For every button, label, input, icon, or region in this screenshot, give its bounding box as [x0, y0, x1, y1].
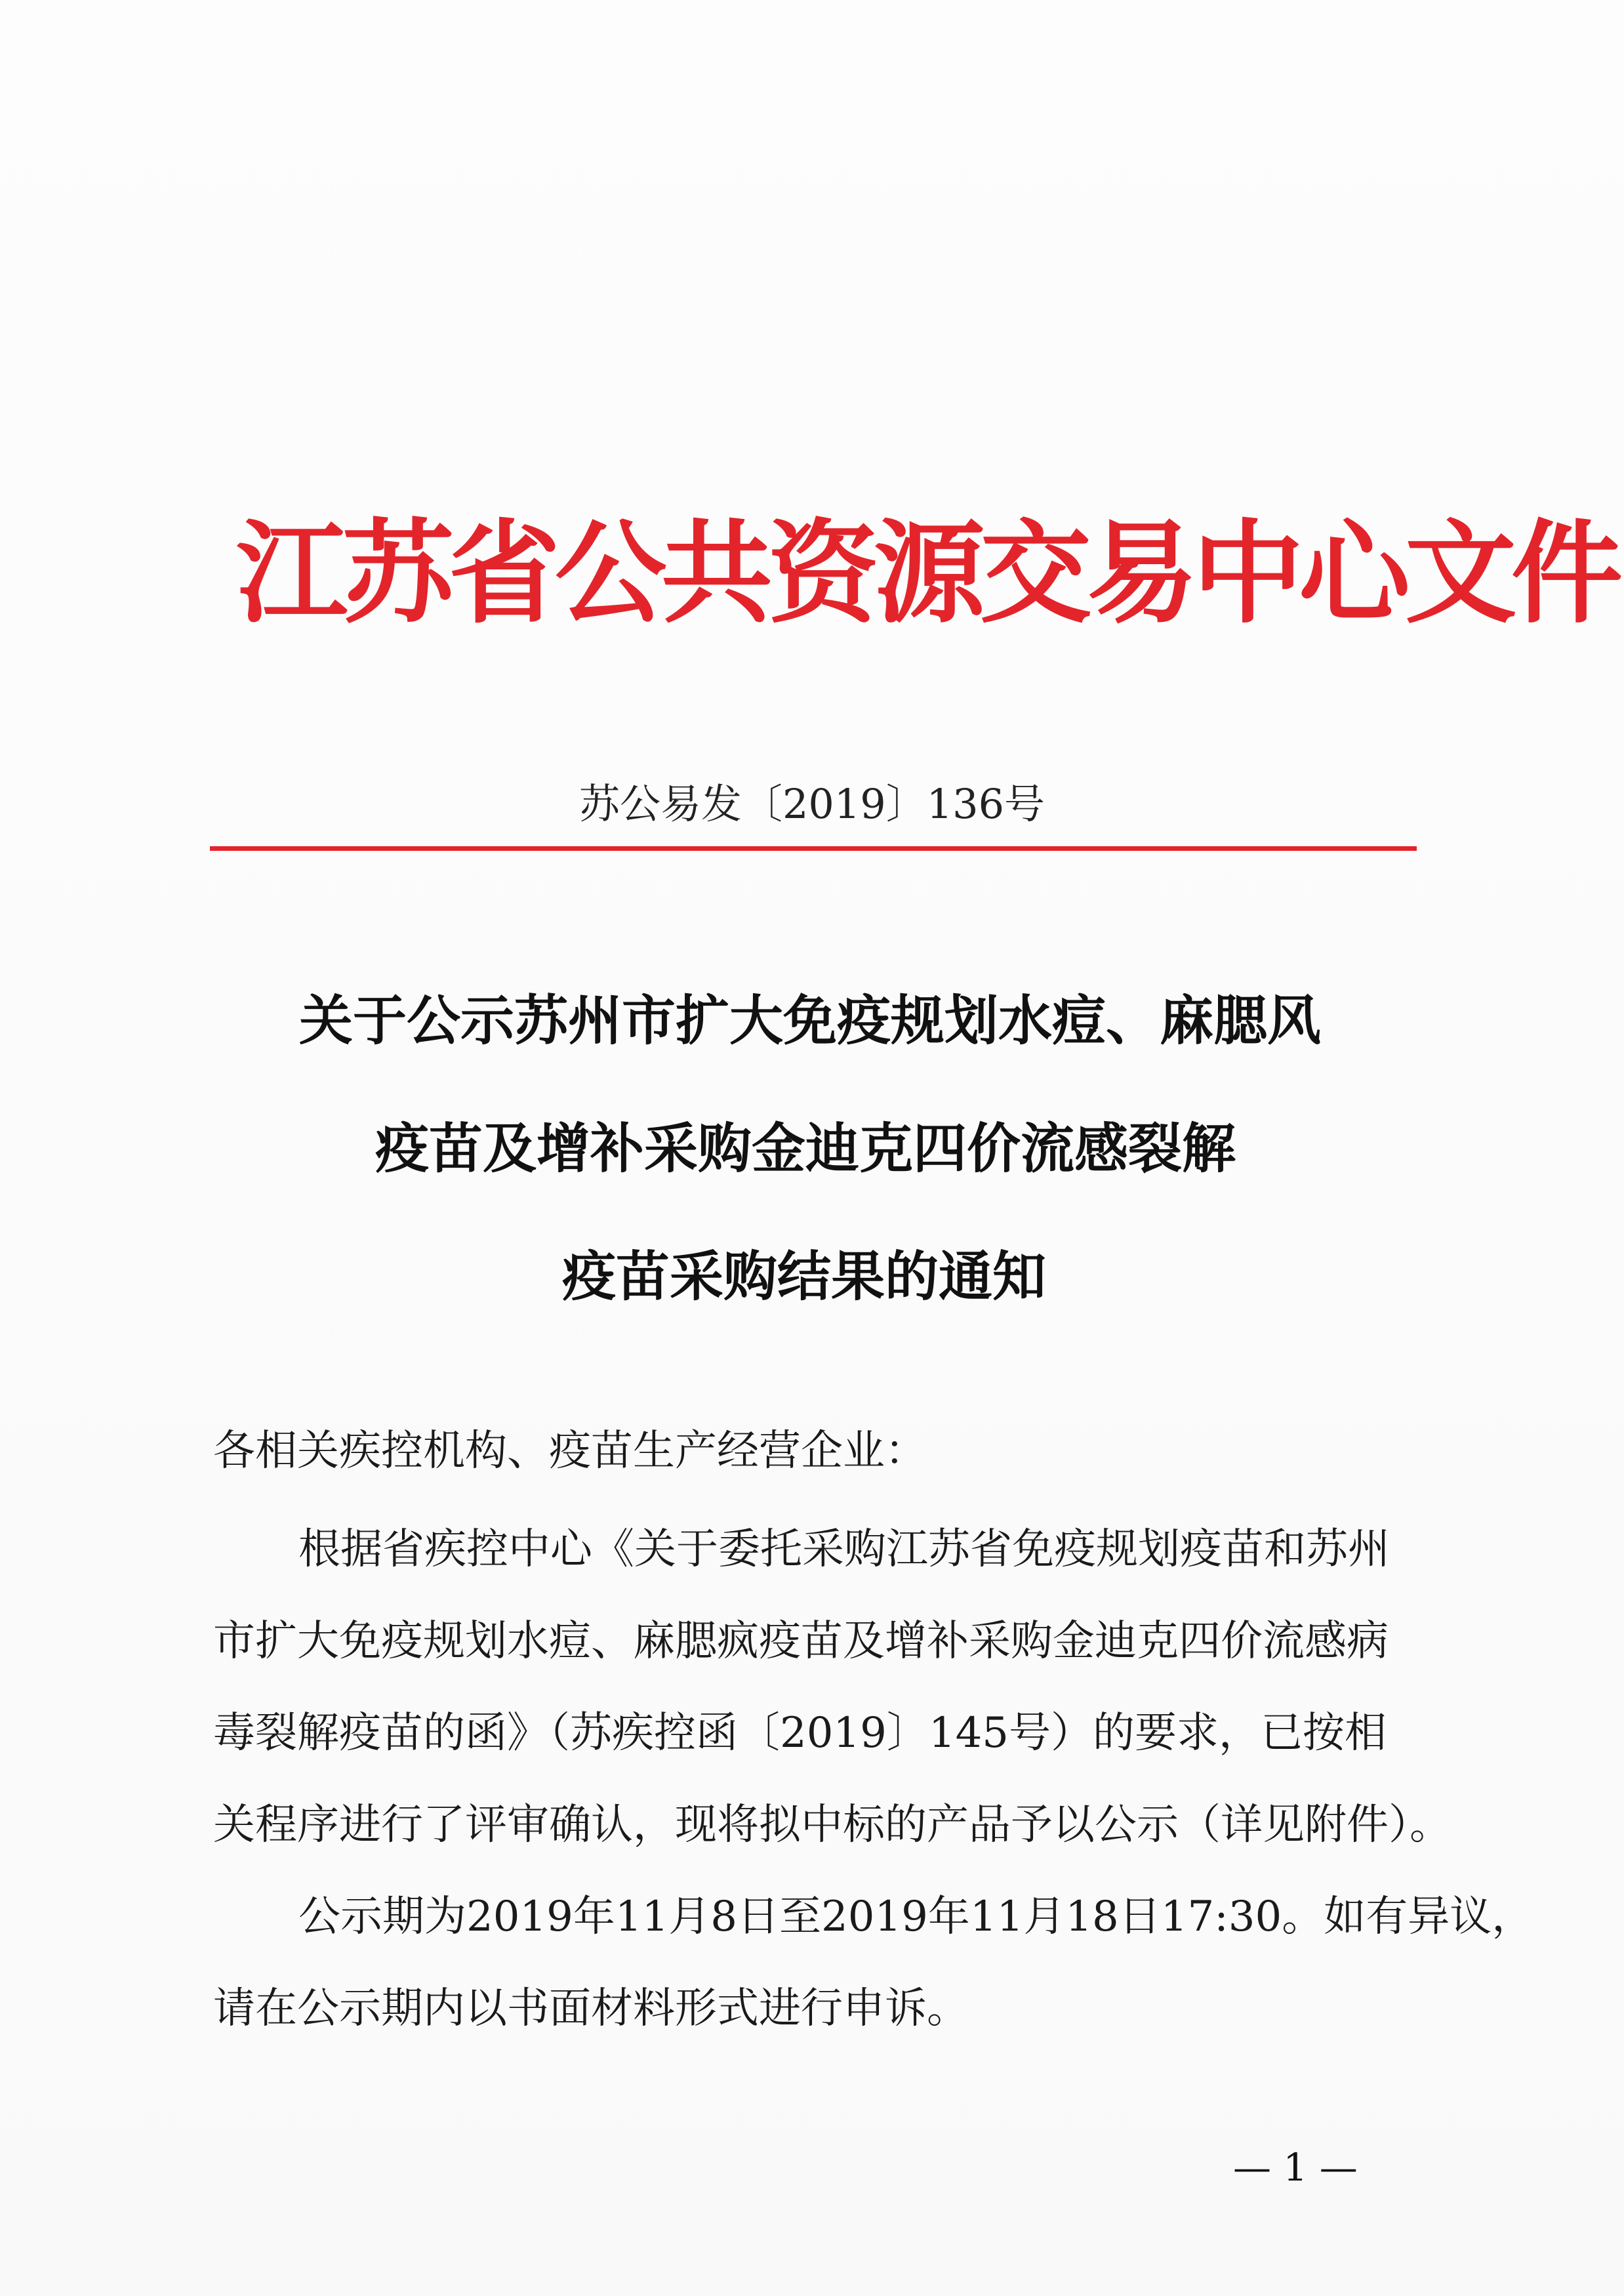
- paragraph-2-line-1: 公示期为2019年11月8日至2019年11月18日17:30。如有异议，: [298, 1893, 1534, 1941]
- paragraph-1-line-3: 毒裂解疫苗的函》（苏疾控函〔2019〕145号）的要求，已按相: [213, 1709, 1387, 1757]
- issuer-header-title: 江苏省公共资源交易中心文件: [236, 509, 1618, 639]
- red-divider-rule: [210, 846, 1417, 851]
- page-number: — 1 —: [1233, 2145, 1358, 2190]
- document-number: 苏公易发〔2019〕136号: [579, 780, 1045, 828]
- paragraph-1-line-4: 关程序进行了评审确认，现将拟中标的产品予以公示（详见附件）。: [213, 1801, 1451, 1849]
- paragraph-1-line-1: 根据省疾控中心《关于委托采购江苏省免疫规划疫苗和苏州: [298, 1525, 1390, 1574]
- notice-title-line-1: 关于公示苏州市扩大免疫规划水痘、麻腮风: [298, 989, 1321, 1052]
- salutation: 各相关疾控机构、疫苗生产经营企业：: [213, 1427, 927, 1475]
- paragraph-2-line-2: 请在公示期内以书面材料形式进行申诉。: [213, 1984, 969, 2033]
- paragraph-1-line-2: 市扩大免疫规划水痘、麻腮疯疫苗及增补采购金迪克四价流感病: [213, 1617, 1389, 1666]
- notice-title-line-3: 疫苗采购结果的通知: [561, 1245, 1046, 1308]
- notice-title-line-2: 疫苗及增补采购金迪克四价流感裂解: [375, 1117, 1236, 1180]
